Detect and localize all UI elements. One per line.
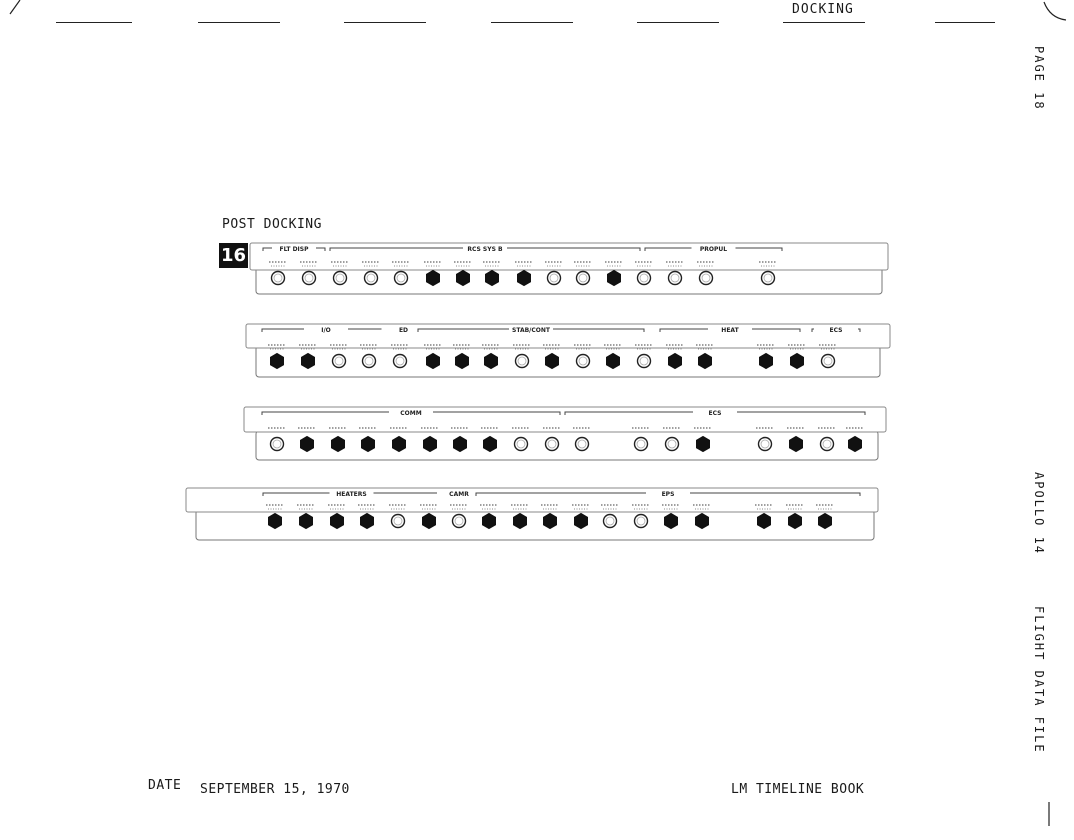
breaker-open <box>666 438 679 451</box>
breaker-closed <box>427 354 440 369</box>
breaker-closed <box>514 514 527 529</box>
breaker-closed <box>575 514 588 529</box>
breaker-group-title: COMM <box>400 410 422 417</box>
breaker-closed <box>486 271 499 286</box>
breaker-closed <box>457 271 470 286</box>
breaker-open <box>392 515 405 528</box>
panel-label-strip <box>186 488 878 512</box>
breaker-closed <box>607 354 620 369</box>
document-name: FLIGHT DATA FILE <box>1032 606 1046 754</box>
breaker-group-title: HEATERS <box>336 491 367 498</box>
panel-strip <box>256 346 880 377</box>
breaker-open <box>333 355 346 368</box>
breaker-open <box>548 272 561 285</box>
breaker-open <box>363 355 376 368</box>
step-number-badge: 16 <box>220 245 247 266</box>
breaker-closed <box>819 514 832 529</box>
breaker-open <box>700 272 713 285</box>
breaker-open <box>272 272 285 285</box>
breaker-open <box>394 355 407 368</box>
breaker-closed <box>544 514 557 529</box>
panel-strip <box>256 431 878 460</box>
breaker-closed <box>361 514 374 529</box>
date-value: SEPTEMBER 15, 1970 <box>200 782 350 797</box>
breaker-group-title: EPS <box>661 491 675 498</box>
breaker-open <box>635 515 648 528</box>
breaker-closed <box>362 437 375 452</box>
breaker-open <box>453 515 466 528</box>
breaker-closed <box>669 354 682 369</box>
breaker-closed <box>849 437 862 452</box>
breaker-group-title: CAMR <box>449 491 469 498</box>
breaker-closed <box>484 437 497 452</box>
breaker-group-title: HEAT <box>721 327 739 334</box>
breaker-closed <box>269 514 282 529</box>
section-title: POST DOCKING <box>222 217 322 232</box>
breaker-group-title: ED <box>398 327 409 334</box>
breaker-closed <box>424 437 437 452</box>
breaker-closed <box>483 514 496 529</box>
breaker-group-title: STAB/CONT <box>512 327 550 334</box>
breaker-closed <box>791 354 804 369</box>
breaker-open <box>271 438 284 451</box>
breaker-open <box>638 355 651 368</box>
breaker-closed <box>300 514 313 529</box>
breaker-closed <box>789 514 802 529</box>
breaker-closed <box>393 437 406 452</box>
breaker-group-title: RCS SYS B <box>467 246 503 253</box>
breaker-open <box>516 355 529 368</box>
breaker-open <box>515 438 528 451</box>
breaker-group-title: ECS <box>829 327 843 334</box>
breaker-closed <box>699 354 712 369</box>
breaker-open <box>576 438 589 451</box>
page-number: PAGE 18 <box>1032 46 1046 111</box>
breaker-open <box>821 438 834 451</box>
panel-strip <box>196 510 874 540</box>
breaker-closed <box>332 437 345 452</box>
breaker-closed <box>665 514 678 529</box>
breaker-closed <box>271 354 284 369</box>
breaker-closed <box>485 354 498 369</box>
mission-name: APOLLO 14 <box>1032 472 1046 556</box>
breaker-closed <box>302 354 315 369</box>
breaker-open <box>604 515 617 528</box>
breaker-open <box>759 438 772 451</box>
breaker-closed <box>331 514 344 529</box>
breaker-open <box>822 355 835 368</box>
breaker-group-title: I/O <box>321 327 331 334</box>
breaker-closed <box>456 354 469 369</box>
breaker-closed <box>608 271 621 286</box>
breaker-open <box>635 438 648 451</box>
breaker-closed <box>696 514 709 529</box>
breaker-open <box>669 272 682 285</box>
breaker-open <box>303 272 316 285</box>
breaker-closed <box>758 514 771 529</box>
breaker-open <box>395 272 408 285</box>
breaker-group-title: FLT DISP <box>279 246 309 253</box>
breaker-closed <box>423 514 436 529</box>
breaker-closed <box>454 437 467 452</box>
breaker-open <box>577 355 590 368</box>
section-header-title: DOCKING <box>792 2 854 17</box>
breaker-group-title: PROPUL <box>699 246 728 253</box>
breaker-open <box>546 438 559 451</box>
breaker-open <box>638 272 651 285</box>
breaker-closed <box>760 354 773 369</box>
breaker-open <box>762 272 775 285</box>
breaker-group-title: ECS <box>708 410 722 417</box>
breaker-closed <box>427 271 440 286</box>
breaker-closed <box>790 437 803 452</box>
breaker-open <box>577 272 590 285</box>
breaker-closed <box>546 354 559 369</box>
book-title: LM TIMELINE BOOK <box>731 782 865 797</box>
breaker-open <box>334 272 347 285</box>
panel-label-strip <box>244 407 886 432</box>
date-label: DATE <box>148 778 182 793</box>
breaker-closed <box>518 271 531 286</box>
breaker-closed <box>697 437 710 452</box>
breaker-closed <box>301 437 314 452</box>
breaker-open <box>365 272 378 285</box>
